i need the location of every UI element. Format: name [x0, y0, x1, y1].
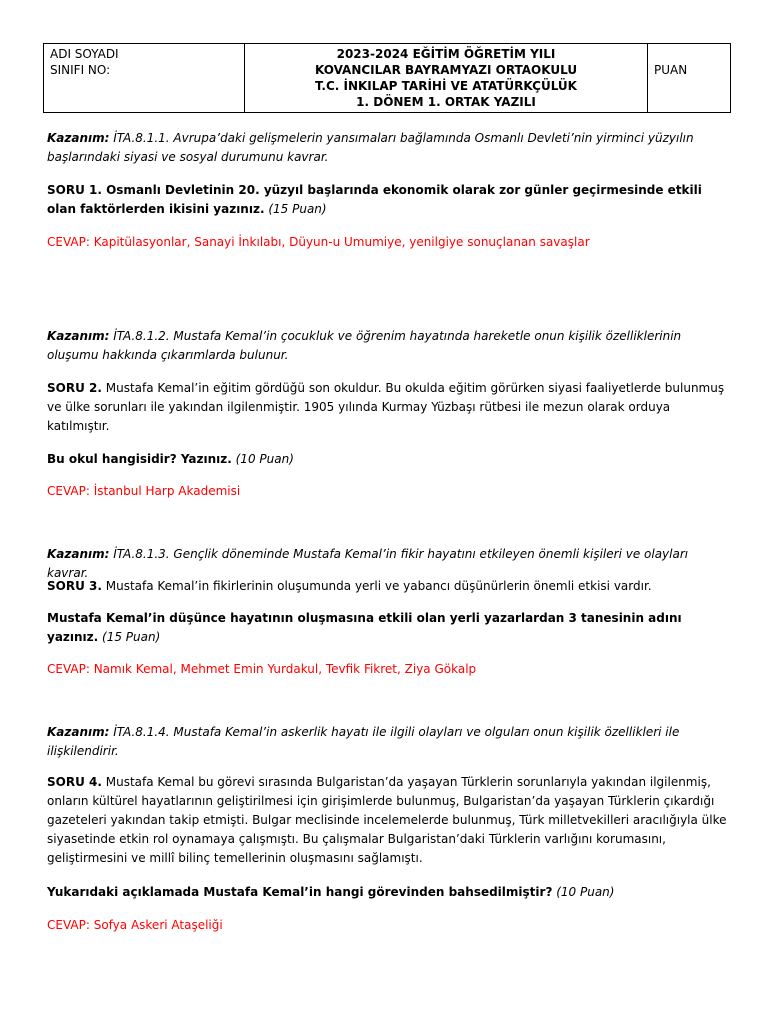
- q1-points: (15 Puan): [264, 202, 327, 216]
- q2-points: (10 Puan): [231, 452, 294, 466]
- q3-kazanim-text: İTA.8.1.3. Gençlik döneminde Mustafa Kemal’in fikir hayatını etkileyen önemli kişileri ve olayları kavrar.: [47, 547, 689, 580]
- q4-label: SORU 4.: [47, 775, 102, 789]
- q2-answer: CEVAP: İstanbul Harp Akademisi: [47, 484, 241, 498]
- q3-question: [47, 609, 727, 647]
- q4-text: Mustafa Kemal bu görevi sırasında Bulgaristan’da yaşayan Türklerin sorunlarıyla yakından ilgilenmiş, onların kültürel hayatlarının geliştirilmesi için girişimlerde bulunmuş, Bulgaristan’da yaşayan Türklerin çıkardığı gazeteleri yakından takip etmişti. Bulgar meclisinde incelemelerde bulunmuş, Türk milletvekilleri aracılığıyla ülke siyasetinde etkin rol oynamaya çalışmıştı. Bu çalışmalar Bulgaristan’daki Türklerin varlığını korumasını, geliştirmesini ve millî bilinç temellerinin oluşmasını sağlamıştı.: [47, 775, 727, 865]
- class-number-label: SINIFI NO:: [50, 63, 111, 77]
- q3-text: Mustafa Kemal’in fikirlerinin oluşumunda yerli ve yabancı düşünürlerin önemli etkisi vardır.: [101, 579, 652, 593]
- q2-prompt: [47, 379, 727, 436]
- q4-prompt: [47, 773, 727, 868]
- q4-question: [47, 883, 727, 902]
- q1-question: [47, 181, 727, 219]
- q2-kazanim: [47, 327, 727, 365]
- q2-question-text: Bu okul hangisidir? Yazınız.: [47, 452, 232, 466]
- school-name: KOVANCILAR BAYRAMYAZI ORTAOKULU: [314, 63, 578, 77]
- q2-question: [47, 450, 727, 469]
- q3-kazanim-label: Kazanım:: [47, 547, 110, 561]
- q1-kazanim-text: İTA.8.1.1. Avrupa’daki gelişmelerin yansımaları bağlamında Osmanlı Devleti’nin yirminci yüzyılın başlarındaki siyasi ve sosyal durumunu kavrar.: [47, 131, 694, 164]
- q3-prompt: [47, 577, 727, 596]
- q1-kazanim-label: Kazanım:: [47, 131, 110, 145]
- q4-kazanim: [47, 723, 727, 761]
- exam-header-table: [43, 43, 731, 113]
- q3-question-text: Mustafa Kemal’in düşünce hayatının oluşmasına etkili olan yerli yazarlardan 3 tanesinin adını yazınız.: [47, 611, 682, 644]
- q2-text: Mustafa Kemal’in eğitim gördüğü son okuldur. Bu okulda eğitim görürken siyasi faaliyetlerde bulunmuş ve ülke sorunları ile yakından ilgilenmiştir. 1905 yılında Kurmay Yüzbaşı rütbesi ile mezun olarak orduya katılmıştır.: [47, 381, 725, 433]
- course-name: T.C. İNKILAP TARİHİ VE ATATÜRKÇÜLÜK: [315, 79, 577, 93]
- q4-question-text: Yukarıdaki açıklamada Mustafa Kemal’in hangi görevinden bahsedilmiştir?: [47, 885, 553, 899]
- q1-question-text: SORU 1. Osmanlı Devletinin 20. yüzyıl başlarında ekonomik olarak zor günler geçirmesinde etkili olan faktörlerden ikisini yazınız.: [47, 183, 702, 216]
- exam-name: 1. DÖNEM 1. ORTAK YAZILI: [356, 95, 536, 109]
- q2-kazanim-label: Kazanım:: [47, 329, 110, 343]
- exam-title-cell: [245, 44, 648, 113]
- q2-label: SORU 2.: [47, 381, 102, 395]
- score-label: PUAN: [654, 63, 688, 77]
- q2-kazanim-text: İTA.8.1.2. Mustafa Kemal’in çocukluk ve öğrenim hayatında hareketle onun kişilik özelliklerinin oluşumu hakkında çıkarımlarda bulunur.: [47, 329, 682, 362]
- academic-year: 2023-2024 EĞİTİM ÖĞRETİM YILI: [336, 47, 556, 61]
- name-label: ADI SOYADI: [50, 47, 119, 61]
- q4-points: (10 Puan): [552, 885, 615, 899]
- student-info-cell: [44, 44, 245, 113]
- q1-kazanim: [47, 129, 727, 167]
- q1-answer: CEVAP: Kapitülasyonlar, Sanayi İnkılabı, Düyun-u Umumiye, yenilgiye sonuçlanan savaşlar: [47, 235, 590, 249]
- score-cell: [648, 44, 731, 113]
- q3-label: SORU 3.: [47, 579, 102, 593]
- q3-answer: CEVAP: Namık Kemal, Mehmet Emin Yurdakul, Tevfik Fikret, Ziya Gökalp: [47, 662, 477, 676]
- q4-kazanim-text: İTA.8.1.4. Mustafa Kemal’in askerlik hayatı ile ilgili olayları ve olguları onun kişilik özellikleri ile ilişkilendirir.: [47, 725, 680, 758]
- q4-answer: CEVAP: Sofya Askeri Ataşeliği: [47, 918, 223, 932]
- q4-kazanim-label: Kazanım:: [47, 725, 110, 739]
- q3-points: (15 Puan): [98, 630, 161, 644]
